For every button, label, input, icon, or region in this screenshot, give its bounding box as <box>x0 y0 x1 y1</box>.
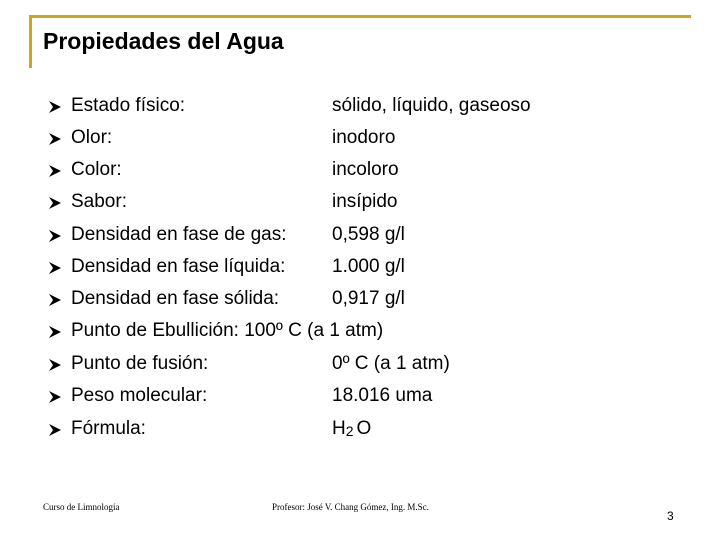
arrowhead-bullet-icon <box>48 100 62 114</box>
footer-course: Curso de Limnología <box>43 502 120 512</box>
list-item <box>0 159 720 191</box>
list-item <box>0 320 720 352</box>
list-item <box>0 191 720 223</box>
arrowhead-bullet-icon <box>48 325 62 339</box>
property-value: 0,917 g/l <box>332 288 405 309</box>
formula-subscript: 2 <box>345 423 354 439</box>
property-value: insípido <box>332 191 398 212</box>
list-item <box>0 385 720 417</box>
property-label: Estado físico: <box>71 95 186 116</box>
property-value: 1.000 g/l <box>332 256 405 277</box>
property-label: Color: <box>71 159 122 180</box>
list-item <box>0 95 720 127</box>
page-number: 3 <box>667 509 674 523</box>
property-value: incoloro <box>332 159 399 180</box>
arrowhead-bullet-icon <box>48 196 62 210</box>
property-value: 18.016 uma <box>332 385 433 406</box>
property-label: Punto de fusión: <box>71 353 209 374</box>
property-label: Punto de Ebullición: 100º C (a 1 atm) <box>71 320 384 341</box>
property-label: Peso molecular: <box>71 385 208 406</box>
list-item <box>0 353 720 385</box>
property-value: 0,598 g/l <box>332 224 405 245</box>
property-label: Densidad en fase líquida: <box>71 256 286 277</box>
list-item <box>0 288 720 320</box>
arrowhead-bullet-icon <box>48 358 62 372</box>
formula-value <box>332 418 371 440</box>
arrowhead-bullet-icon <box>48 293 62 307</box>
formula-main: H <box>332 418 346 439</box>
property-value: 0º C (a 1 atm) <box>332 353 450 374</box>
arrowhead-bullet-icon <box>48 261 62 275</box>
list-item <box>0 127 720 159</box>
arrowhead-bullet-icon <box>48 132 62 146</box>
formula-tail: O <box>356 418 372 439</box>
slide-title: Propiedades del Agua <box>43 28 284 54</box>
footer-professor: Profesor: José V. Chang Gómez, Ing. M.Sc. <box>272 502 429 512</box>
property-label: Densidad en fase sólida: <box>71 288 280 309</box>
property-value: inodoro <box>332 127 396 148</box>
arrowhead-bullet-icon <box>48 229 62 243</box>
list-item <box>0 418 720 450</box>
property-label: Olor: <box>71 127 113 148</box>
property-label: Sabor: <box>71 191 127 212</box>
property-label: Fórmula: <box>71 418 146 439</box>
arrowhead-bullet-icon <box>48 423 62 437</box>
list-item <box>0 224 720 256</box>
list-item <box>0 256 720 288</box>
arrowhead-bullet-icon <box>48 164 62 178</box>
property-value: sólido, líquido, gaseoso <box>332 95 531 116</box>
property-label: Densidad en fase de gas: <box>71 224 287 245</box>
arrowhead-bullet-icon <box>48 390 62 404</box>
